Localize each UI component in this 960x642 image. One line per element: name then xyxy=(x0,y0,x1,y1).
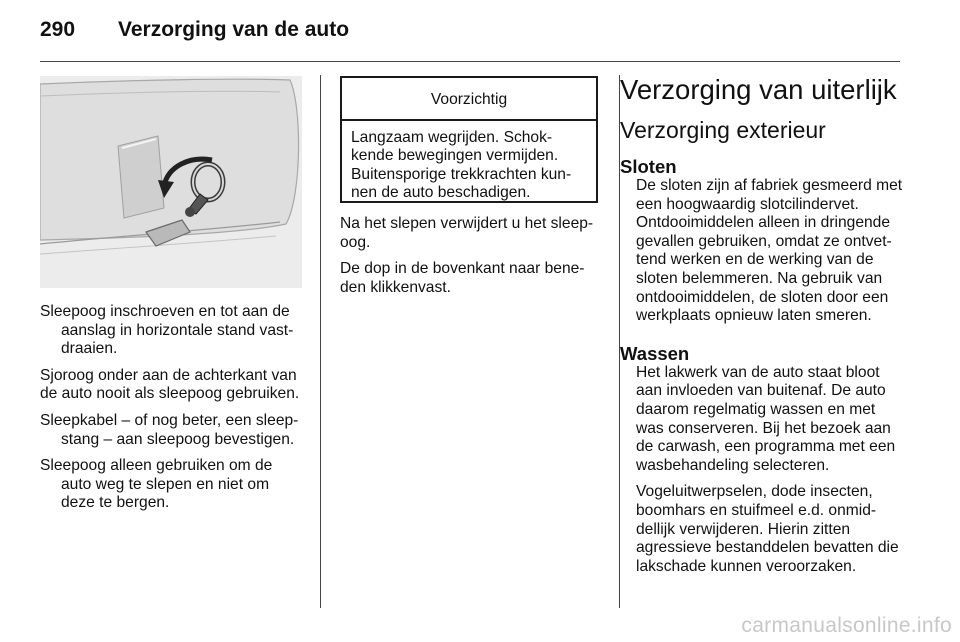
rear-bumper-tow-eye-illustration xyxy=(40,76,302,288)
page-number: 290 xyxy=(40,18,76,41)
watermark: carmanualsonline.info xyxy=(741,614,952,637)
header-rule xyxy=(40,61,900,62)
paragraph: Sjoroog onder aan de achterkant van de auto nooit als sleepoog gebruiken. xyxy=(40,366,300,403)
right-column-text xyxy=(620,157,905,584)
caution-heading: Voorzichtig xyxy=(342,78,596,121)
subsection-title: Verzorging exterieur xyxy=(620,117,826,143)
caution-box xyxy=(340,76,598,203)
sloten-text xyxy=(620,177,905,326)
paragraph: De sloten zijn af fabriek gesmeerd met een hoogwaardig slotcilindervet. Ontdooimiddelen alleen in dringende gevallen gebruiken, omdat ze ontvettend werken en de werking van de sloten belemmeren. Na gebruik van ontdooimiddelen, de sloten door een werkplaats opnieuw laten smeren. xyxy=(636,177,903,325)
sloten-heading: Sloten xyxy=(620,156,677,177)
paragraph: Na het slepen verwijdert u het sleepoog. xyxy=(340,215,594,251)
wassen-heading: Wassen xyxy=(620,342,690,364)
middle-column-text xyxy=(340,215,602,305)
wassen-text xyxy=(620,364,905,577)
paragraph: Sleepoog alleen gebruiken om de auto weg te slepen en niet om deze te bergen. xyxy=(40,457,273,512)
paragraph: Vogeluitwerpselen, dode insecten, boomhars en stuifmeel e.d. onmiddellijk verwijderen. Hierin zitten agressieve bestanddelen bevatten die lakschade kunnen veroorzaken. xyxy=(636,483,899,575)
column-divider-left xyxy=(320,75,321,608)
caution-text: Langzaam wegrijden. Schokkende bewegingen vermijden. Buitensporige trekkrachten kunnen de auto beschadigen. xyxy=(351,129,572,202)
paragraph: De dop in de bovenkant naar beneden klikkenvast. xyxy=(340,260,585,296)
tow-eye-icon xyxy=(40,76,302,288)
paragraph: Het lakwerk van de auto staat bloot aan invloeden van buitenaf. De auto daarom regelmatig wassen en met was conserveren. Bij het bezoek aan de carwash, een programma met een wasbehandeling selecteren. xyxy=(636,363,896,474)
left-column-text xyxy=(40,303,305,521)
section-title: Verzorging van uiterlijk xyxy=(620,74,897,105)
paragraph: Sleepkabel – of nog beter, een sleepstang – aan sleepoog bevestigen. xyxy=(40,411,299,448)
paragraph: Sleepoog inschroeven en tot aan de aanslag in horizontale stand vastdraaien. xyxy=(40,303,294,358)
running-title: Verzorging van de auto xyxy=(118,18,350,41)
